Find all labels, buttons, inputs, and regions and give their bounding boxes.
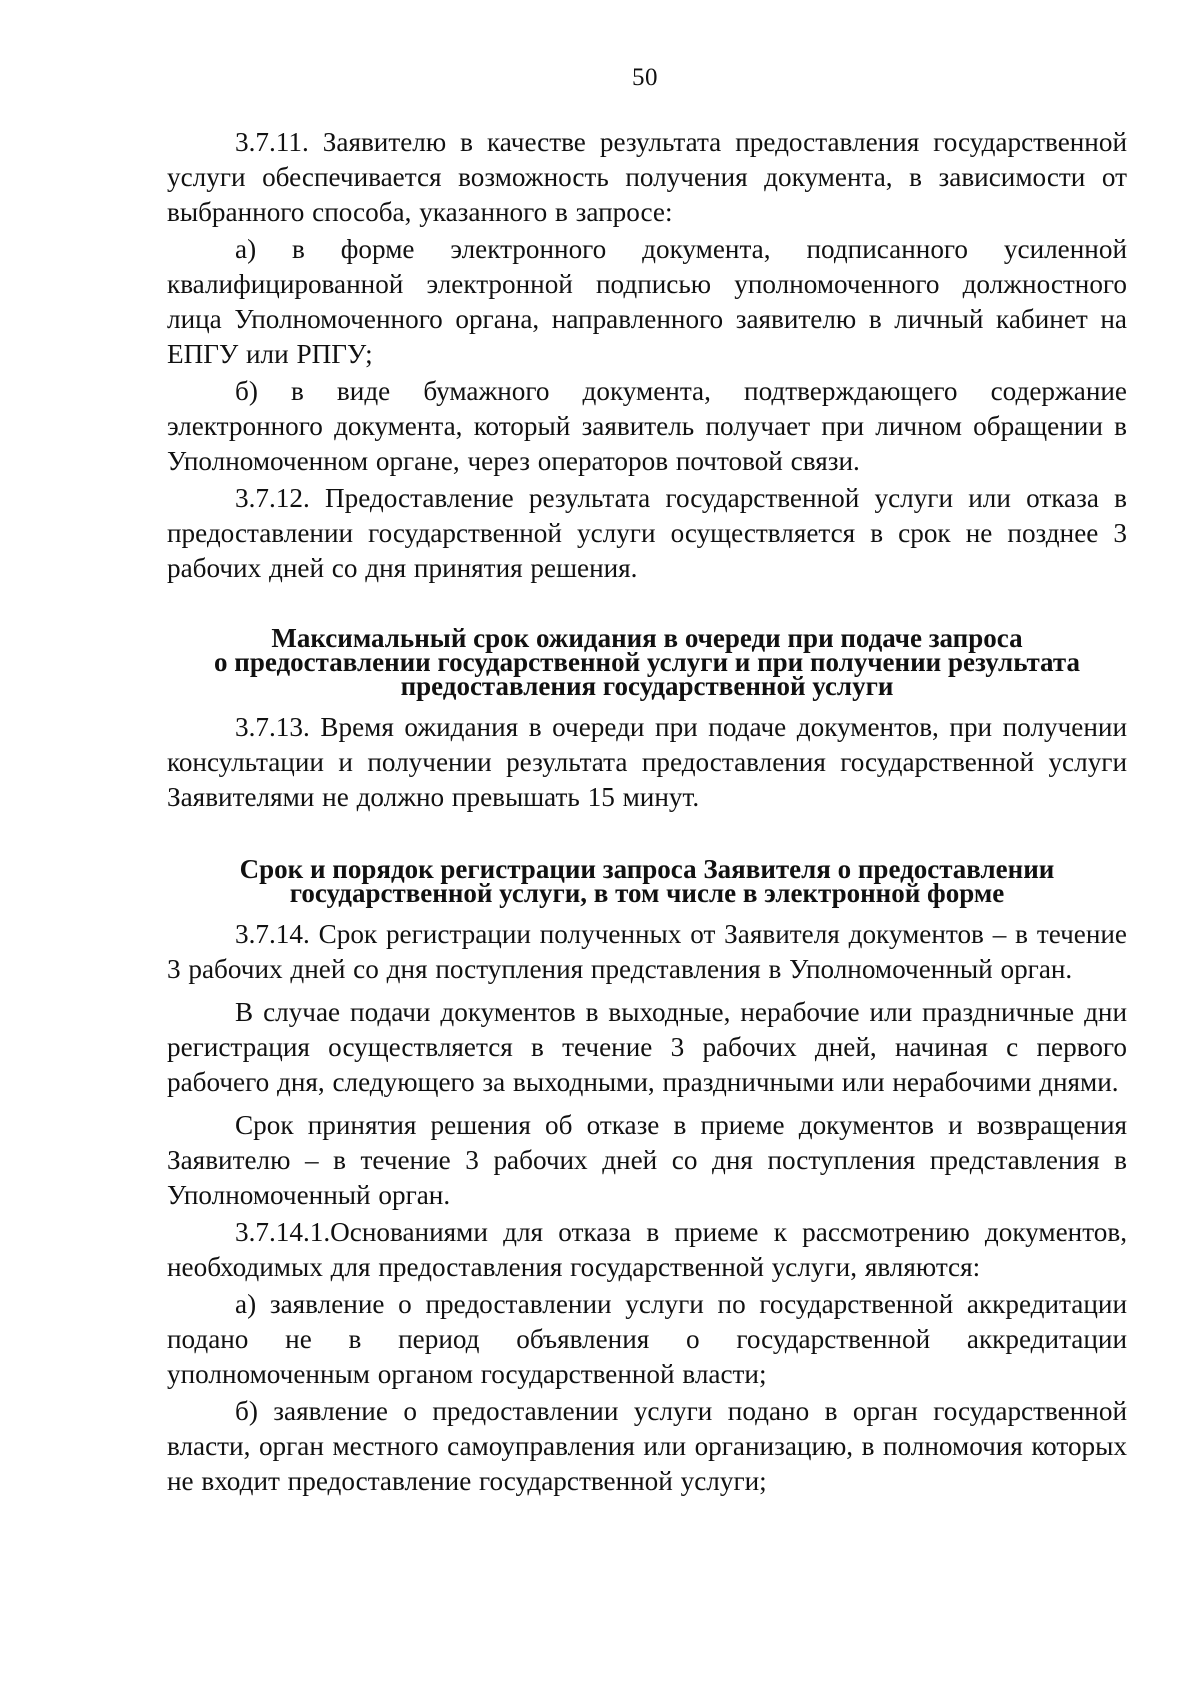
- paragraph-3-7-12: 3.7.12. Предоставление результата государственной услуги или отказа в предоставлении государственной услуги осуществляется в срок не позднее 3 рабочих дней со дня принятия решения.: [167, 483, 1127, 583]
- paragraph-weekend-registration: В случае подачи документов в выходные, нерабочие или праздничные дни регистрация осуществляется в течение 3 рабочих дней, начиная с первого рабочего дня, следующего за выходными, праздничными или нерабочими днями.: [167, 997, 1127, 1097]
- heading-line: Срок и порядок регистрации запроса Заявителя о предоставлении: [239, 854, 1055, 884]
- paragraph-refusal-term: Срок принятия решения об отказе в приеме документов и возвращения Заявителю – в течение 3 рабочих дней со дня поступления представления в Уполномоченный орган.: [167, 1110, 1127, 1210]
- heading-line: предоставления государственной услуги: [400, 671, 894, 701]
- paragraph-3-7-13: 3.7.13. Время ожидания в очереди при подаче документов, при получении консультации и получении результата предоставления государственной услуги Заявителями не должно превышать 15 минут.: [167, 712, 1127, 812]
- section-heading-queue-time: [167, 623, 1127, 701]
- paragraph-3-7-11: 3.7.11. Заявителю в качестве результата предоставления государственной услуги обеспечивается возможность получения документа, в зависимости от выбранного способа, указанного в запросе:: [167, 127, 1127, 227]
- section-heading-registration: [167, 854, 1127, 908]
- heading-line: государственной услуги, в том числе в электронной форме: [289, 878, 1005, 908]
- paragraph-refusal-item-a: а) заявление о предоставлении услуги по государственной аккредитации подано не в период объявления о государственной аккредитации уполномоченным органом государственной власти;: [167, 1289, 1127, 1389]
- heading-line: Максимальный срок ожидания в очереди при подаче запроса: [271, 623, 1023, 653]
- document-body: [167, 125, 1127, 1499]
- paragraph-item-b: б) в виде бумажного документа, подтверждающего содержание электронного документа, который заявитель получает при личном обращении в Уполномоченном органе, через операторов почтовой связи.: [167, 376, 1127, 476]
- paragraph-refusal-item-b: б) заявление о предоставлении услуги подано в орган государственной власти, орган местного самоуправления или организацию, в полномочия которых не входит предоставление государственной услуги;: [167, 1396, 1127, 1496]
- page-number: 50: [632, 64, 658, 91]
- paragraph-3-7-14-1: 3.7.14.1.Основаниями для отказа в приеме к рассмотрению документов, необходимых для предоставления государственной услуги, являются:: [167, 1217, 1127, 1282]
- paragraph-3-7-14: 3.7.14. Срок регистрации полученных от Заявителя документов – в течение 3 рабочих дней со дня поступления представления в Уполномоченный орган.: [167, 919, 1127, 984]
- paragraph-item-a: а) в форме электронного документа, подписанного усиленной квалифицированной электронной подписью уполномоченного должностного лица Уполномоченного органа, направленного заявителю в личный кабинет на ЕПГУ или РПГУ;: [167, 234, 1127, 369]
- heading-line: о предоставлении государственной услуги и при получении результата: [214, 647, 1080, 677]
